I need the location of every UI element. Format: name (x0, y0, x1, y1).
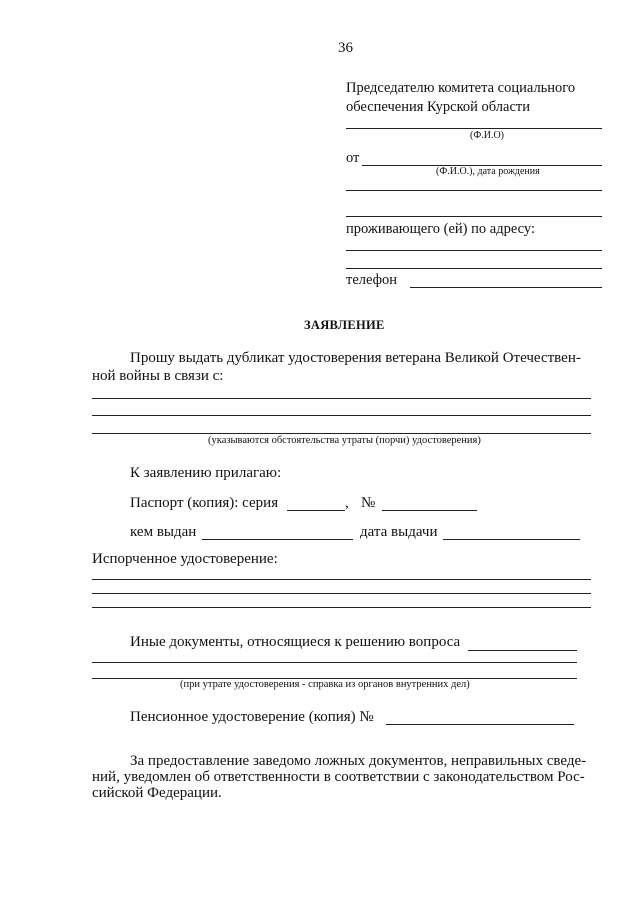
damaged-line-1[interactable] (92, 579, 591, 580)
issued-by-label: кем выдан (130, 524, 197, 540)
warning-line-1: За предоставление заведомо ложных документов, неправильных сведе- (130, 753, 587, 769)
issued-by-field[interactable] (202, 539, 353, 540)
fio-caption: (Ф.И.О) (470, 130, 505, 141)
page-number: 36 (338, 40, 353, 56)
loss-caption: (указываются обстоятельства утраты (порчи) удостоверения) (208, 435, 481, 446)
address-line-2[interactable] (346, 268, 602, 269)
from-label: от (346, 150, 360, 166)
request-text-line-2: ной войны в связи с: (92, 368, 224, 384)
address-label: проживающего (ей) по адресу: (346, 221, 535, 237)
fio-line[interactable] (346, 128, 602, 129)
addressee-line-1: Председателю комитета социального (346, 80, 576, 96)
pension-number-field[interactable] (386, 724, 574, 725)
loss-reason-line-3[interactable] (92, 433, 591, 434)
warning-line-3: сийской Федерации. (92, 785, 222, 801)
damaged-line-3[interactable] (92, 607, 591, 608)
other-docs-field[interactable] (468, 650, 577, 651)
phone-label: телефон (346, 272, 398, 288)
passport-comma: , (345, 495, 349, 511)
loss-reason-line-2[interactable] (92, 415, 591, 416)
damaged-line-2[interactable] (92, 593, 591, 594)
address-line-1[interactable] (346, 250, 602, 251)
passport-number-field[interactable] (382, 510, 477, 511)
issue-date-field[interactable] (443, 539, 580, 540)
other-docs-line-1[interactable] (92, 662, 577, 663)
from-caption: (Ф.И.О.), дата рождения (436, 166, 540, 177)
applicant-line-1[interactable] (346, 190, 602, 191)
document-title: ЗАЯВЛЕНИЕ (304, 318, 385, 332)
passport-series-field[interactable] (287, 510, 345, 511)
damaged-label: Испорченное удостоверение: (92, 551, 278, 567)
applicant-line-2[interactable] (346, 216, 602, 217)
passport-label: Паспорт (копия): серия (130, 495, 279, 511)
request-text-line-1: Прошу выдать дубликат удостоверения ветерана Великой Отечествен- (130, 350, 581, 366)
attach-label: К заявлению прилагаю: (130, 465, 282, 481)
loss-reason-line-1[interactable] (92, 398, 591, 399)
phone-line[interactable] (410, 287, 602, 288)
passport-number-label: № (361, 495, 376, 511)
pension-label: Пенсионное удостоверение (копия) № (130, 709, 374, 725)
addressee-line-2: обеспечения Курской области (346, 99, 530, 115)
warning-line-2: ний, уведомлен об ответственности в соответствии с законодательством Рос- (92, 769, 585, 785)
other-docs-caption: (при утрате удостоверения - справка из органов внутренних дел) (180, 679, 470, 690)
issue-date-label: дата выдачи (360, 524, 438, 540)
other-docs-label: Иные документы, относящиеся к решению вопроса (130, 634, 461, 650)
